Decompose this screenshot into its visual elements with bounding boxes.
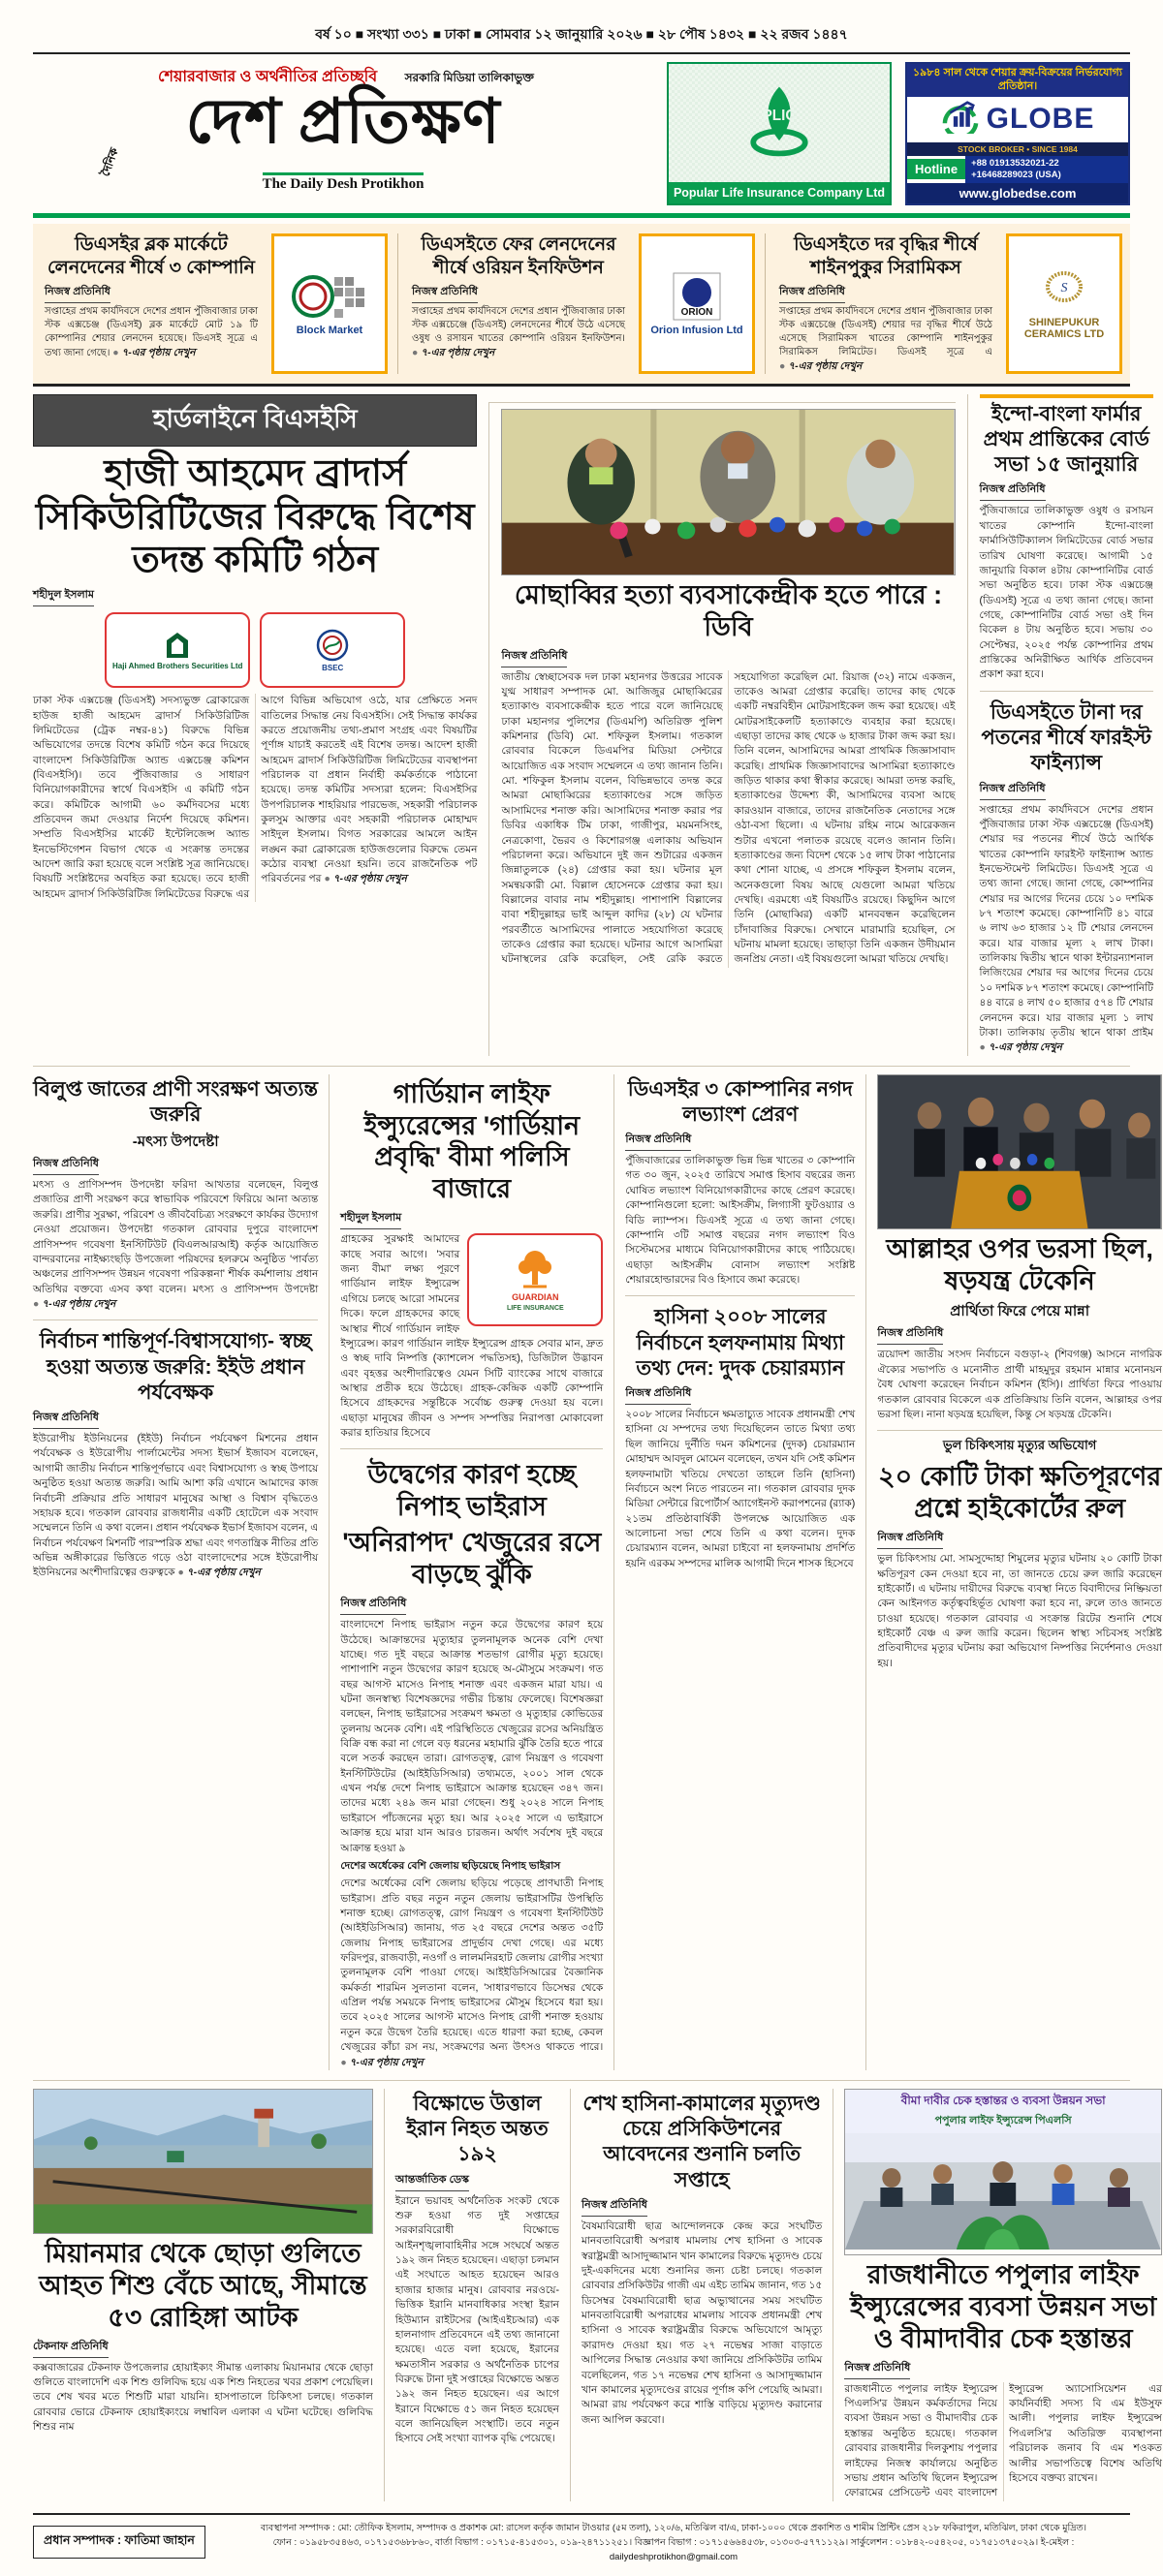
col-mid-2 (613, 1074, 855, 2070)
meeting-banner-line-2: পপুলার লাইফ ইন্স্যুরেন্স পিএলসি (934, 2114, 1072, 2126)
article-body: ভুল চিকিৎসায় মো. সামসুদ্দোহা শিমুলের মৃত্যুর ঘটনায় ২০ কোটি টাকা ক্ষতিপূরণ কেন দেওয়া হবে না, তা জানতে চেয়ে রুল জারি করেছেন হাইকোর্ট। এ ঘটনায় দায়ীদের বিরুদ্ধে ব্যবস্থা নিতে বিবাদীদের নিষ্ক্রিয়তা কেন আইনগত কর্তৃত্ববহির্ভূত ঘোষণা করা হবে না, রুলে তাও জানতে চাওয়া হয়েছে। গতকাল রোববার এ সংক্রান্ত রিটের শুনানি শেষে হাইকোর্ট বেঞ্চ এ রুল জারি করেন। ছিলেন স্বাস্থ্য সচিবসহ সংশ্লিষ্ট প্রতিবাদীদের মৃত্যুর ঘটনায় করা অভিযোগ নিষ্পত্তির নির্দেশনাও দেওয়া হয়। (877, 1553, 1162, 1669)
podium-press-photo (877, 1074, 1162, 1229)
article-manna[interactable] (877, 1233, 1162, 1423)
col-right (865, 1074, 1162, 2070)
article-guardian[interactable] (340, 1078, 603, 1442)
article-byline: নিজস্ব প্রতিনিধি (582, 2196, 647, 2217)
top-briefs-strip (33, 224, 1130, 387)
article-body: কক্সবাজারের টেকনাফ উপজেলার হোয়াইক্যং সীমান্ত এলাকায় মিয়ানমার থেকে ছোড়া গুলিতে বাংলাদেশি এক শিশু গুলিবিদ্ধ হয়ে এক শিশু নিহতের খবর প্রকাশ পেয়েছিল। তবে শেষ খবর মতে শিশুটি মারা যায়নি। হাসপাতালে চিকিৎসা চলছে। গতকাল রোববার ভোরে টেকনাফ হোয়াইক্যংয়ে লম্বাবিল এলাকা এ ঘটনা ঘটেছে। গুলিবিদ্ধ শিশুর নাম (33, 2361, 373, 2434)
article-byline: নিজস্ব প্রতিনিধি (33, 1409, 99, 1429)
brief-body: সপ্তাহের প্রথম কার্যদিবসে দেশের প্রধান পুঁজিবাজার ঢাকা স্টক এক্সচেঞ্জে (ডিএসই) লেনদেনের শীর্ষে উঠে এসেছে ওষুধ ও রসায়ন খাতের কোম্পানি ওরিয়ন ইনফিউশন। (412, 305, 625, 344)
page-jump-link[interactable]: ● ৭-এর পৃষ্ঠায় দেখুন (412, 347, 494, 358)
guardian-tree-icon (514, 1248, 556, 1290)
headline: মিয়ানমার থেকে ছোড়া গুলিতে আহত শিশু বেঁচে আছে, সীমান্তে ৫৩ রোহিঙ্গা আটক (39, 2238, 367, 2332)
article-body: মৎস্য ও প্রাণিসম্পদ উপদেষ্টা ফরিদা আখতার বলেছেন, বিলুপ্ত প্রজাতির প্রাণী সংরক্ষণ করে স্বাভাবিক পরিবেশে ফিরিয়ে আনা অত্যন্ত জরুরি। প্রাণীর সুরক্ষা, পরিবেশ ও জীববৈচিত্র্য সংরক্ষণে কার্যকর উদ্যোগ নেওয়া প্রয়োজন। উপদেষ্টা গতকাল রোববার দুপুরে বাংলাদেশ প্রাণিসম্পদ গবেষণা ইনস্টিটিউট (বিএলআরআই) কর্তৃক আয়োজিত বান্দরবানের নাইক্ষ্যংছড়ি উপজেলা পরিষদের হলরুমে অনুষ্ঠিত 'পার্বত্য অঞ্চলের প্রাণিসম্পদ উন্নয়ন গবেষণা পরিকল্পনা' শীর্ষক কর্মশালায় প্রধান অতিথির বক্তব্যে এসব কথা বলেন। মৎস্য ও প্রাণিসম্পদ উপদেষ্টা (33, 1179, 319, 1295)
brief-byline: নিজস্ব প্রতিনিধি (779, 283, 845, 303)
headline: বিলুপ্ত জাতের প্রাণী সংরক্ষণ অত্যন্ত জরুরি (33, 1077, 319, 1126)
article-kicker: ভুল চিকিৎসায় মৃত্যুর অভিযোগ (943, 1438, 1097, 1453)
bottom-section (33, 2080, 1162, 2501)
page-jump-link[interactable]: ● ৭-এর পৃষ্ঠায় দেখুন (33, 1298, 115, 1310)
headline: গার্ডিয়ান লাইফ ইন্স্যুরেন্সের 'গার্ডিয়ান প্রবৃদ্ধি' বীমা পলিসি বাজারে (363, 1078, 581, 1204)
article-haji-ahmed[interactable] (33, 394, 477, 1056)
article-byline: শহীদুল ইসলাম (33, 586, 94, 606)
globe-ad-tagline: ১৯৮৪ সাল থেকে শেয়ার ক্রয়-বিক্রয়ের নির্ভরযোগ্য প্রতিষ্ঠান। (907, 64, 1128, 97)
chief-editor: প্রধান সম্পাদক : ফাতিমা জাহান (33, 2526, 205, 2559)
globe-wordmark: GLOBE (986, 103, 1095, 135)
article-byline: নিজস্ব প্রতিনিধি (625, 1384, 691, 1405)
article-body: সপ্তাহের প্রথম কার্যদিবসে দেশের প্রধান পুঁজিবাজার ঢাকা স্টক এক্সচেঞ্জে (ডিএসই) শেয়ার দর পতনের শীর্ষে উঠে আর্থিক খাতের কোম্পানি ফারইস্ট ফাইন্যান্স অ্যান্ড ইনভেস্টমেন্ট লিমিটেড। ডিএসই সূত্রে এ তথ্য জানা গেছে। জানা গেছে, কোম্পানির শেয়ার দর আগের দিনের চেয়ে ১০ দশমিক ৮৭ শতাংশ কমেছে। কোম্পানিটি ৪১ বারে ৬ লাখ ৬৩ হাজার ১২ টি শেয়ার লেনদেন করে। যার বাজার মূল্য ২ লাখ টাকা। তালিকায় দ্বিতীয় স্থানে থাকা ইন্টারন্যাশনাল লিজিংয়ের শেয়ার দর আগের দিনের চেয়ে ১০ দশমিক ৮৭ শতাংশ কমেছে। কোম্পানিটি ৪৪ বারে ৪ লাখ ৫০ হাজার ৫৭৪ টি শেয়ার লেনদেন করে। যার বাজার মূল্য ১ লাখ টাকা। তালিকায় তৃতীয় স্থানে থাকা প্রাইম (979, 803, 1153, 1039)
headline: আল্লাহর ওপর ভরসা ছিল, ষড়যন্ত্র টেকেনি (886, 1233, 1153, 1295)
headline: ডিএসইর ৩ কোম্পানির নগদ লভ্যাংশ প্রেরণ (627, 1077, 853, 1126)
article-body: পুঁজিবাজারের তালিকাভুক্ত ভিন্ন ভিন্ন খাতের ৩ কোম্পানি গত ৩০ জুন, ২০২৫ তারিখে সমাপ্ত হিসাব বছরের জন্য ঘোষিত লভ্যাংশ বিনিয়োগকারীদের কাছে প্রেরণ করেছে। কোম্পানিগুলো হলো: আইসক্রীম, লিগ্যাসী ফুটওয়্যার ও বিডি ল্যাম্পস। ডিএসই সূত্রে এ তথ্য জানা গেছে। কোম্পানি ৩টি সমাপ্ত বছরের নগদ লভ্যাংশ বিও সিস্টেমসের মাধ্যমে বিনিয়োগকারীদের কাছে পাঠিয়েছে। এছাড়া আইসক্রীম বোনাস লভ্যাংশ সংশ্লিষ্ট শেয়ারহোল্ডারদের বিও হিসাবে জমা করেছে। (625, 1155, 856, 1286)
bsec-logo-box (260, 612, 405, 688)
brief-block-market[interactable] (41, 233, 262, 374)
paper-title: দেশ প্রতিক্ষণ (185, 87, 501, 156)
popular-life-ad[interactable] (667, 62, 892, 205)
headline: নির্বাচন শান্তিপূর্ণ-বিশ্বাসযোগ্য- স্বচ্ছ হওয়া অত্যন্ত জরুরি: ইইউ প্রধান পর্যবেক্ষক (39, 1330, 312, 1404)
article-byline: আন্তর্জাতিক ডেস্ক (395, 2171, 469, 2191)
imprint-line-2: ফোন : ০১৯৫৮৩৫৪৬৩, ০১৭১৫৩৬৮৮৬০, বার্তা বিভাগ : ০১৭১৫-৪১৫৩০১, ০১৯-২৪৭১১২৫১। বিজ্ঞাপন বিভাগ : ০১৭১৫৬৬৪৫৩৮, ০১৩০৩-৫৭৭১১২৯। সার্কুলেশন : ০১৮৪২-০৫৪২০৫, ০১৭৫১৩৭৫০২৯। ই-মেইল : dailydeshprotikhon@gmail.com (272, 2536, 1075, 2562)
kicker-banner: হার্ডলাইনে বিএসইসি (33, 394, 477, 447)
globe-chart-icon (941, 101, 980, 139)
headline: বিক্ষোভে উত্তাল ইরান নিহত অন্তত ১৯২ (406, 2092, 549, 2166)
article-myanmar[interactable] (33, 2089, 373, 2501)
article-byline: নিজস্ব প্রতিনিধি (340, 1595, 406, 1615)
article-bilupto[interactable] (33, 1077, 318, 1313)
masthead-rule (33, 213, 1130, 218)
globe-hotline-number-2: +16468289023 (USA) (971, 169, 1061, 180)
page-jump-link[interactable]: ● ৭-এর পৃষ্ঠায় দেখুন (980, 1041, 1062, 1053)
brief-body: সপ্তাহের প্রথম কার্যদিবসে দেশের প্রধান পুঁজিবাজার ঢাকা স্টক এক্সচেঞ্জে (ডিএসই) শেয়ার দর বৃদ্ধির শীর্ষে উঠে এসেছে সিরামিকস খাতের কোম্পানি শাইনপুকুর সিরামিকস লিমিটেড। ডিএসই সূত্রে এ (779, 305, 992, 357)
brief-image-caption: Block Market (296, 324, 363, 336)
article-body: পুঁজিবাজারে তালিকাভুক্ত ওষুধ ও রসায়ন খাতের কোম্পানি ইন্দো-বাংলা ফার্মাসিউটিক্যালস লিমিটেডের বোর্ড সভার তারিখ ঘোষণা করেছে। আগামী ১৫ জানুয়ারি বিকাল ৪টায় কোম্পানিটির বোর্ড সভা অনুষ্ঠিত হবে। ঢাকা স্টক এক্সচেঞ্জ (ডিএসই) সূত্রে এ তথ্য জানা গেছে। জানা গেছে, কোম্পানিটির বোর্ড সভা ওই দিন বিকেল ৪ টায় অনুষ্ঠিত হবে। সভায় ৩০ সেপ্টেম্বর, ২০২৫ পর্যন্ত কোম্পানির প্রথম প্রান্তিকের অনিরীক্ষিত আর্থিক প্রতিবেদন প্রকাশ করা হবে। (979, 505, 1153, 681)
article-hasina-2008[interactable] (625, 1295, 855, 1571)
headline-attribution: -মৎস্য উপদেষ্টা (132, 1133, 219, 1151)
col-mid-1 (329, 1074, 603, 2070)
svg-text:ORION: ORION (680, 306, 713, 318)
article-body: দেশের অর্ধেকের বেশি জেলায় ছড়িয়ে পড়েছে প্রাণঘাতী নিপাহ ভাইরাস। প্রতি বছর নতুন নতুন জেলায় ভাইরাসটির উপস্থিতি শনাক্ত হচ্ছে। রোগতত্ত্ব, রোগ নিয়ন্ত্রণ ও গবেষণা ইনস্টিটিউট (আইইডিসিআর) জানায়, গত ২৫ বছরে দেশের অন্তত ৩৫টি জেলায় নিপাহ ভাইরাসের প্রাদুর্ভাব দেখা গেছে। এর মধ্যে ফরিদপুর, রাজবাড়ী, নওগাঁ ও লালমনিরহাট জেলায় রোগীর সংখ্যা তুলনামূলক বেশি পাওয়া গেছে। আইইডিসিআরের বৈজ্ঞানিক কর্মকর্তা শারমিন সুলতানা বলেন, 'সাধারণভাবে ডিসেম্বর থেকে এপ্রিল পর্যন্ত সময়কে নিপাহ ভাইরাসের মৌসুম হিসেবে ধরা হয়। তবে ২০২৫ সালের আগস্ট মাসেও নিপাহ রোগী শনাক্ত হওয়ায় নতুন করে উদ্বেগ তৈরি হয়েছে। এতে ধারণা করা হচ্ছে, কেবল খেজুরের কাঁচা রস নয়, সংক্রমণের অন্য উৎসও থাকতে পারে। (340, 1878, 604, 2054)
page-jump-link[interactable]: ● ৭-এর পৃষ্ঠায় দেখুন (177, 1567, 260, 1578)
article-mossabbir[interactable] (488, 402, 955, 1056)
brief-title: ডিএসইতে ফের লেনদেনের শীর্ষে ওরিয়ন ইনফিউশন (421, 234, 616, 278)
brief-title: ডিএসইতে দর বৃদ্ধির শীর্ষে শাইনপুকুর সিরামিকস (794, 234, 978, 278)
brief-byline: নিজস্ব প্রতিনিধি (45, 283, 110, 303)
brand-listed-note: সরকারি মিডিয়া তালিকাভুক্ত (404, 71, 534, 84)
article-iran[interactable] (384, 2089, 559, 2501)
article-body: বৈষম্যবিরোধী ছাত্র আন্দোলনকে কেন্দ্র করে সংঘটিত মানবতাবিরোধী অপরাধ মামলায় শেখ হাসিনা ও সাবেক স্বরাষ্ট্রমন্ত্রী আসাদুজ্জামান খান কামালের বিরুদ্ধে মৃত্যুদণ্ড চেয়ে দুই-একদিনের মধ্যে শুনানির জন্য চেষ্টা চলছে। গতকাল রোববার প্রসিকিউটর গাজী এম এইচ তামিম জানান, গত ১৫ ডিসেম্বর বৈষম্যবিরোধী ছাত্র অভ্যুত্থানের সময় সংঘটিত মানবতাবিরোধী অপরাধের মামলায় সাবেক প্রধানমন্ত্রী শেখ হাসিনা ও সাবেক স্বরাষ্ট্রমন্ত্রীর বিরুদ্ধে অভিযোগে আমৃত্যু কারাদণ্ড দেওয়া হয়। গত ২৭ নভেম্বর সাজা বাড়াতে আপিলের সিদ্ধান্ত নেওয়ার কথা জানিয়ে প্রসিকিউটর তামিম বলেছিলেন, গত ১৭ নভেম্বর শেখ হাসিনা ও আসাদুজ্জামান খান কামালের মৃত্যুদণ্ডের রায়ের পূর্ণাঙ্গ কপি পেয়েছি আমরা। আমরা রায় পর্যবেক্ষণ করে শাস্তি বাড়িয়ে মৃত্যুদণ্ড করানোর জন্য আপিল করবো। (582, 2219, 823, 2426)
globe-hotline-label: Hotline (907, 159, 965, 179)
brand-tagline: শেয়ারবাজার ও অর্থনীতির প্রতিচ্ছবি (158, 69, 378, 85)
paper-daily-label: দৈনিক (98, 145, 121, 179)
article-byline: নিজস্ব প্রতিনিধি (625, 1131, 691, 1151)
article-hasina-kamal[interactable] (570, 2089, 822, 2501)
article-body: গ্রাহকের সুরক্ষাই আমাদের কাছে সবার আগে। 'সবার জন্য বীমা' লক্ষ্য পূরণে গার্ডিয়ান লাইফ ইন্স্যুরেন্স এগিয়ে চলছে আরো সামনের দিকে। ফলে গ্রাহকদের কাছে আস্থার শীর্ষে গার্ডিয়ান লাইফ ইন্স্যুরেন্স। কারণ গার্ডিয়ান লাইফ ইন্স্যুরেন্স গ্রাহক সেবার মান, দ্রুত ও স্বচ্ছ দাবি নিষ্পত্তি (ক্যাশলেস পদ্ধতিসহ), ডিজিটাল উদ্ভাবন এবং বৃহত্তর অংশীদারিত্বেও যেমন সিটি ব্যাংকের সাথে বাজারে আস্থার প্রতীক হয়ে উঠেছে। গ্রাহক-কেন্দ্রিক একটি কোম্পানি হিসেবে গ্রাহকদের সন্তুষ্টিকে সর্বোচ্চ গুরুত্ব দেওয়া হয় বলে। এছাড়া মানুষের জীবন ও সম্পদ সম্পত্তির নিরাপত্তা মোকাবেলা করার হাতিয়ার হিসেবে (340, 1233, 604, 1440)
border-field-photo (33, 2089, 373, 2234)
lead-headline: হাজী আহমেদ ব্রাদার্স সিকিউরিটিজের বিরুদ্ধে বিশেষ তদন্ত কমিটি গঠন (35, 452, 475, 581)
article-body: রাজধানীতে পপুলার লাইফ ইন্স্যুরেন্স পিএলসি'র উন্নয়ন কর্মকর্তাদের নিয়ে ব্যবসা উন্নয়ন সভা ও বীমাদাবীর চেক হস্তান্তর অনুষ্ঠিত হয়েছে। গতকাল রোববার রাজধানীর দিলকুশায় পপুলার লাইফের নিজস্ব কার্যালয়ে অনুষ্ঠিত সভায় প্রধান অতিথি ছিলেন ইন্স্যুরেন্স ফোরামের প্রেসিডেন্ট এবং বাংলাদেশ ইন্স্যুরেন্স অ্যাসোসিয়েশন এর কার্যনির্বাহী সদস্য বি এম ইউসুফ আলী। পপুলার লাইফ ইন্স্যুরেন্স পিএলসি'র অতিরিক্ত ব্যবস্থাপনা পরিচালক জনাব বি এম শওকত আলীর সভাপতিত্বে বিশেষ অতিথি হিসেবে বক্তব্য রাখেন। (844, 2382, 1162, 2499)
popular-life-logo-icon (738, 79, 821, 168)
article-byline: নিজস্ব প্রতিনিধি (844, 2359, 910, 2379)
headline: রাজধানীতে পপুলার লাইফ ইন্স্যুরেন্সের ব্যবসা উন্নয়ন সভা ও বীমাদাবীর চেক হস্তান্তর (850, 2259, 1157, 2353)
headline: হাসিনা ২০০৮ সালের নির্বাচনে হলফনামায় মিথ্যা তথ্য দেন: দুদক চেয়ারম্যান (636, 1306, 845, 1380)
right-rail (967, 394, 1153, 1056)
article-byline: নিজস্ব প্রতিনিধি (877, 1324, 943, 1345)
article-popular-life[interactable] (833, 2089, 1162, 2501)
dateline: বর্ষ ১০ ■ সংখ্যা ৩৩১ ■ ঢাকা ■ সোমবার ১২ জানুয়ারি ২০২৬ ■ ২৮ পৌষ ১৪৩২ ■ ২২ রজব ১৪৪৭ (33, 10, 1130, 54)
orion-logo-icon (666, 271, 728, 322)
article-body: ইরানে ভয়াবহ অর্থনৈতিক সংকট থেকে শুরু হওয়া গত দুই সপ্তাহের সরকারবিরোধী বিক্ষোভে আইনশৃঙ্খলাবাহিনীর সঙ্গে সংঘর্ষে অন্তত ১৯২ জন নিহত হয়েছেন। এছাড়া চলমান এই সংঘাতে আহত হয়েছেন আরও হাজার হাজার মানুষ। রোববার নরওয়ে-ভিত্তিক ইরানি মানবাধিকার সংস্থা ইরান হিউম্যান রাইটসের (আইএইচআর) এক হালনাগাদ প্রতিবেদনে এই তথ্য জানানো হয়েছে। এতে বলা হয়েছে, ইরানের ক্ষমতাসীন সরকার ও অর্থনৈতিক চাপের বিরুদ্ধে টানা দুই সপ্তাহের বিক্ষোভে অন্তত ১৯২ জন নিহত হয়েছেন। এর আগে ইরানে বিক্ষোভে ৫১ জন নিহত হয়েছেন বলে জানিয়েছিল সংস্থাটি। তবে নতুন হিসাবে সেই সংখ্যা ব্যাপক বৃদ্ধি পেয়েছে। (394, 2194, 560, 2445)
haji-ahmed-logo-icon (163, 631, 192, 660)
headline-line-2: 'অনিরাপদ' খেজুরের রসে বাড়ছে ঝুঁকি (342, 1528, 602, 1590)
page-jump-link[interactable]: ● ৭-এর পৃষ্ঠায় দেখুন (779, 360, 862, 372)
meeting-banner-line-1: বীমা দাবীর চেক হস্তান্তর ও ব্যবসা উন্নয়ন সভা (900, 2093, 1106, 2107)
business-meeting-photo (845, 2133, 1161, 2250)
masthead (33, 54, 1130, 209)
globe-hotline-number-1: +88 01913532021-22 (971, 157, 1059, 169)
article-indo-bangla[interactable] (980, 402, 1153, 683)
article-dse-dividend[interactable] (625, 1077, 855, 1288)
haji-ahmed-logo-box (105, 612, 250, 688)
brief-orion[interactable] (408, 233, 629, 374)
logo-caption: Haji Ahmed Brothers Securities Ltd (112, 661, 243, 670)
headline: ২০ কোটি টাকা ক্ষতিপূরণের প্রশ্নে হাইকোর্টের রুল (878, 1462, 1162, 1524)
page-jump-link[interactable]: ● ৭-এর পৃষ্ঠায় দেখুন (112, 347, 195, 358)
dse-block-market-image (271, 233, 388, 374)
article-fareast[interactable] (980, 691, 1153, 1056)
imprint-line-1: ব্যবস্থাপনা সম্পাদক : মো: তৌফিক ইসলাম, সম্পাদক ও প্রকাশক মো: রাসেল কর্তৃক জামান টাওয়ার (৫ম তলা), ১২০/৬, মতিঝিল বা/এ, ঢাকা-১০০০ থেকে প্রকাশিত ও শামীম প্রিন্টিং প্রেস ২১৮ ফকিরাপুল, মতিঝিল, ঢাকা থেকে মুদ্রিত। (260, 2522, 1087, 2533)
col-left (33, 1074, 318, 2070)
headline-line-1: উদ্বেগের কারণ হচ্ছে নিপাহ ভাইরাস (367, 1460, 577, 1522)
article-byline: নিজস্ব প্রতিনিধি (980, 780, 1046, 800)
article-byline: শহীদুল ইসলাম (340, 1209, 401, 1229)
bsec-seal-icon (316, 629, 349, 662)
page-jump-link[interactable]: ● ৭-এর পৃষ্ঠায় দেখুন (324, 873, 406, 885)
article-high-court[interactable] (877, 1430, 1162, 1671)
article-subhead: দেশের অর্ধেকের বেশি জেলায় ছড়িয়েছে নিপাহ ভাইরাস (340, 1859, 561, 1872)
headline: শেখ হাসিনা-কামালের মৃত্যুদণ্ড চেয়ে প্রসিকিউশনের আবেদনের শুনানি চলতি সপ্তাহে (582, 2092, 821, 2191)
dse-logo-icon (292, 271, 367, 322)
logo-caption: GUARDIAN (512, 1292, 559, 1303)
guardian-logo-box (467, 1233, 603, 1326)
page-jump-link[interactable]: ● ৭-এর পৃষ্ঠায় দেখুন (340, 2057, 423, 2068)
article-byline: নিজস্ব প্রতিনিধি (501, 647, 567, 667)
paper-subtitle: The Daily Desh Protikhon (263, 172, 424, 193)
article-body: ইউরোপীয় ইউনিয়নের (ইইউ) নির্বাচন পর্যবেক্ষণ মিশনের প্রধান পর্যবেক্ষক ও ইউরোপীয় পার্লামেন্টের সদস্য ইভার্স ইজাবস বলেছেন, আগামী জাতীয় নির্বাচন শান্তিপূর্ণভাবে এবং বিশ্বাসযোগ্য ও স্বচ্ছ উপায়ে অনুষ্ঠিত হওয়া অত্যন্ত জরুরি। আমি আশা করি এখানে আমাদের কাজ নির্বাচনী প্রক্রিয়ার প্রতি সাধারণ মানুষের আস্থা ও বিশ্বাস বৃদ্ধিতেও সহায়ক হবে। গতকাল রোববার রাজধানীর একটি হোটেলে এক সংবাদ সম্মেলনে তিনি এ কথা বলেন। প্রধান পর্যবেক্ষক ইভার্স ইজাবস বলেন, এ নির্বাচন পর্যবেক্ষণ মিশনটি পারস্পরিক শ্রদ্ধা এবং গণতান্ত্রিক নীতির প্রতি অভিন্ন অঙ্গীকারের ভিত্তিতে গড়ে ওঠা বাংলাদেশের সঙ্গে ইউরোপীয় ইউনিয়নের অংশীদারিত্বের গুরুত্বকে (33, 1433, 319, 1579)
headline: মোছাব্বির হত্যা ব্যবসাকেন্দ্রীক হতে পারে : ডিবি (514, 579, 943, 641)
article-body: বাংলাদেশে নিপাহ ভাইরাস নতুন করে উদ্বেগের কারণ হয়ে উঠেছে। আক্রান্তদের মৃত্যুহার তুলনামূলক অনেক বেশি দেখা যাচ্ছে। গত দুই বছরে আক্রান্ত শতভাগ রোগীর মৃত্যু হয়েছে। পাশাপাশি নতুন উদ্বেগের কারণ হয়েছে অ-মৌসুমে সংক্রমণ। গত বছর আগস্ট মাসেও নিপাহ শনাক্ত এবং একজন মারা যায়। এ ঘটনা জনস্বাস্থ্য বিশেষজ্ঞদের গভীর চিন্তায় ফেলেছে। বিশেষজ্ঞরা বলছেন, নিপাহ ভাইরাসের সংক্রমণ ক্ষমতা ও মৃত্যুহার কোভিডের তুলনায় অনেক বেশি। এই পরিস্থিতিতে খেজুরের রসের অনিয়ন্ত্রিত বিক্রি বন্ধ করা না গেলে বড় ধরনের মহামারি ঝুঁকি তৈরি হতে পারে বলে সতর্ক করছেন তারা। রোগতত্ত্ব, রোগ নিয়ন্ত্রণ ও গবেষণা ইনস্টিটিউটের (আইইডিসিআর) তথ্যমতে, ২০০১ সাল থেকে এখন পর্যন্ত দেশে নিপাহ ভাইরাসে আক্রান্ত হয়েছেন ৩৪৭ জন। তাদের মধ্যে ২৪৯ জন মারা গেছেন। শুধু ২০২৪ সালে নিপাহ ভাইরাসে পাঁচজনের মৃত্যু হয়। আর ২০২৫ সালে এ ভাইরাসে আক্রান্ত হয়ে মারা যান আরও চারজন। অর্থাৎ সর্বশেষ দুই বছরে আক্রান্ত হওয়া ৯ (340, 1619, 604, 1854)
article-byline: নিজস্ব প্রতিনিধি (877, 1529, 943, 1549)
lead-section (33, 387, 1153, 1056)
logo-caption: LIFE INSURANCE (506, 1304, 564, 1312)
brief-body: সপ্তাহের প্রথম কার্যদিবসে দেশের প্রধান পুঁজিবাজার ঢাকা স্টক এক্সচেঞ্জ (ডিএসই) ব্লক মার্কেটে মোট ১৯ টি কোম্পানির শেয়ার লেনদেন হয়েছে। ডিএসই সূত্রে এ তথ্য জানা গেছে। (45, 305, 258, 358)
brief-byline: নিজস্ব প্রতিনিধি (412, 283, 478, 303)
article-eu-observer[interactable] (33, 1319, 318, 1580)
imprint-footer (33, 2513, 1130, 2569)
article-body: জাতীয় স্বেচ্ছাসেবক দল ঢাকা মহানগর উত্তরের সাবেক যুগ্ম সাধারণ সম্পাদক মো. আজিজুর মোছাব্বিরের হত্যাকাণ্ড ব্যবসাকেন্দ্রীক হতে পারে বলে জানিয়েছে ঢাকা মহানগর পুলিশের (ডিএমপি) অতিরিক্ত পুলিশ কমিশনার (ডিবি) মো. শফিকুল ইসলাম। গতকাল রোববার বিকেলে ডিএমপির মিডিয়া সেন্টারে আয়োজিত এক সংবাদ সম্মেলনে এ তথ্য জানান তিনি। মো. শফিকুল ইসলাম বলেন, বিভিন্নভাবে তদন্ত করে আমরা মোছাব্বিরের হত্যাকাণ্ডের সঙ্গে জড়িত আসামিদের শনাক্ত করি। আসামিদের শনাক্ত করার পর ডিবির একাধিক টিম ঢাকা, গাজীপুর, ময়মনসিংহ, নেত্রকোণা, ভৈরব ও কিশোরগঞ্জ এলাকায় অভিযান পরিচালনা করে। অভিযানে দুই জন শুটারের একজন জিন্নাতুলকে (২৪) গ্রেপ্তার করা হয়। ঘটনার মূল সমন্বয়কারী মো. বিল্লাল হোসেনকে গ্রেপ্তার করা হয়। বিল্লালের বাবার নাম শহীদুল্লাহ। পাশাপাশি বিল্লালের বাবা শহীদুল্লাহর ভাই আব্দুল কাদির (২৮) যে ঘটনার পরবর্তীতে আসামিদের পালাতে সহযোগিতা করেছে তাকেও গ্রেপ্তার করা হয়েছে। ঘটনার আগে আসামিরা ঘটনাস্থলের রেকি করেছিল, সেই রেকি করতে সহযোগিতা করেছিল মো. রিয়াজ (৩২) নামে একজন, তাকেও আমরা গ্রেপ্তার করেছি। তাদের কাছ থেকে একটি নম্বরবিহীন মোটরসাইকেল জব্দ করা হয়েছে। এই মোটরসাইকেলটি হত্যাকাণ্ডে ব্যবহার করা হয়েছে। এছাড়া তাদের কাছ থেকে ৬ হাজার টাকা জব্দ করা হয়। তিনি বলেন, আসামিদের আমরা প্রাথমিক জিজ্ঞাসাবাদ করেছি। প্রাথমিক জিজ্ঞাসাবাদের আসামিরা হত্যাকাণ্ডে জড়িত থাকার কথা স্বীকার করেছে। আমরা তদন্ত করছি, হত্যাকাণ্ডের উদ্দেশ্য কী, আসামিদের ব্যবসা আছে কারওয়ান বাজারে, তাদের রাজনৈতিক নেতাদের সঙ্গে ওঠা-বসা ছিলো। এ ঘটনায় রহিম নামে আরেকজন শুটার এখনো পলাতক রয়েছে বলেও জানান তিনি। হত্যাকাণ্ডের জন্য বিদেশ থেকে ১৫ লাখ টাকা পাঠানোর কথা শোনা যাচ্ছে, এ প্রসঙ্গে শফিকুল ইসলাম বলেন, অনেকগুলো বিষয় আছে যেগুলো আমরা খতিয়ে দেখছি। এরমধ্যে এই বিষয়টিও রয়েছে। কিছুদিন আগে তিনি (মোছাব্বির) একটি মানববন্ধন করেছিলেন চাঁদাবাজির বিরুদ্ধে। সেখানে মারামারি হয়েছিল, সে ঘটনায় মামলা হয়েছে। তাছাড়া তিনি একজন উদীয়মান জনপ্রিয় নেতা। এই বিষয়গুলো আমরা খতিয়ে দেখছি। (501, 670, 956, 966)
brief-title: ডিএসইর ব্লক মার্কেটে লেনদেনের শীর্ষে ৩ কোম্পানি (47, 234, 256, 278)
shinepukur-logo-image (1006, 233, 1122, 374)
article-byline: নিজস্ব প্রতিনিধি (33, 1155, 99, 1175)
popular-life-ad-name: Popular Life Insurance Company Ltd (669, 182, 890, 203)
middle-section (33, 1066, 1162, 2070)
headline: ডিএসইতে টানা দর পতনের শীর্ষে ফারইস্ট ফাইন্যান্স (981, 700, 1152, 775)
brand-block (33, 62, 653, 205)
article-body: ঢাকা স্টক এক্সচেঞ্জ (ডিএসই) সদস্যভুক্ত ব্রোকারেজ হাউজ হাজী আহমেদ ব্রাদার্স সিকিউরিটিজ লিমিটেডের (ট্রেক নম্বর-৪১) বিরুদ্ধে বিভিন্ন অভিযোগের তদন্তে বিশেষ কমিটি গঠন করে দিয়েছে বাংলাদেশ সিকিউরিটিজ অ্যান্ড এক্সচেঞ্জ কমিশন (বিএসইসি)। তবে পুঁজিবাজার ও সাধারণ বিনিয়োগকারীদের স্বার্থে বিএসইসি এ কমিটি গঠন করে। কমিটিকে আগামী ৬০ কর্মদিবসের মধ্যে প্রতিবেদন জমা দেওয়ার নির্দেশ দিয়েছে কমিশন। সম্প্রতি বিএসইসির মার্কেট ইন্টেলিজেন্স অ্যান্ড ইনভেস্টিগেশন বিভাগ থেকে এ সংক্রান্ত তদন্তের আদেশ জারি করা হয়েছে বলে সংশ্লিষ্ট সূত্র জানিয়েছে। বিষয়টি সংশ্লিষ্টদের অবহিত করা হয়েছে। তবে হাজী আহমেদ ব্রাদার্স সিকিউরিটিজ লিমিটেডের বিরুদ্ধে এর আগে বিভিন্ন অভিযোগ ওঠে, যার প্রেক্ষিতে সনদ বাতিলের সিদ্ধান্ত নেয় বিএসইসি। সেই সিদ্ধান্ত কার্যকর করতে প্রয়োজনীয় তথ্য-প্রমাণ সংগ্রহ এবং বিষয়টির পূর্ণাঙ্গ যাচাই করতেই এই বিশেষ তদন্ত। আদেশ হাজী আহমেদ ব্রাদার্স সিকিউরিটিজ লিমিটেডের ব্যবস্থাপনা পরিচালক বা প্রধান নির্বাহী কর্মকর্তাকে পাঠানো হয়েছে। তদন্ত কমিটির সদস্যরা হলেন: বিএসইসির উপপরিচালক শাহরিয়ার পারভেজ, সহকারী পরিচালক কুলসুম আক্তার এবং সহকারী পরিচালক মোহাম্মদ সাইদুল ইসলাম। বিগত সরকারের আমলে আইন লঙ্ঘন করা ব্রোকারেজ হাউজগুলোর বিরুদ্ধে তেমন কঠোর ব্যবস্থা নেওয়া হয়নি। তবে রাজনৈতিক পট পরিবর্তনের পর (33, 695, 478, 900)
press-conference-photo (501, 409, 955, 575)
article-nipah[interactable] (340, 1448, 603, 2070)
article-byline: নিজস্ব প্রতিনিধি (980, 481, 1046, 501)
article-byline: টেকনাফ প্রতিনিধি (33, 2338, 109, 2358)
globe-ad[interactable] (905, 62, 1130, 205)
shinepukur-logo-icon (1035, 267, 1093, 314)
article-body: ত্রয়োদশ জাতীয় সংসদ নির্বাচনে বগুড়া-২ (শিবগঞ্জ) আসনে নাগরিক ঐক্যের সভাপতি ও মনোনীত প্রার্থী মাহমুদুর রহমান মান্নার মনোনয়ন বৈধ ঘোষণা করেছেন নির্বাচন কমিশন (ইসি)। প্রার্থিতা ফিরে পাওয়ায় গতকাল রোববার বিকেলে এক প্রতিক্রিয়ায় তিনি বলেন, আল্লাহর ওপর ভরসা ছিল। নানা ষড়যন্ত্র হয়েছিল, কিন্তু সে ষড়যন্ত্র টেকেনি। (877, 1349, 1162, 1420)
article-body: ২০০৮ সালের নির্বাচনে ক্ষমতাচ্যুত সাবেক প্রধানমন্ত্রী শেখ হাসিনা যে সম্পদের তথ্য দিয়েছিলেন তাতে মিথ্যা তথ্য ছিল জানিয়ে দুর্নীতি দমন কমিশনের (দুদক) চেয়ারম্যান মোহাম্মদ আবদুল মোমেন বলেছেন, তখন যদি সেই কমিশন হলফনামাটা খতিয়ে দেখতো তাহলে তিনি (হাসিনা) নির্বাচনে অংশ নিতে পারতেন না। গতকাল রোববার দুদক মিডিয়া সেন্টারে রিপোর্টার্স অ্যাগেইনস্ট করাপশনের (র‍্যাক) ২১তম প্রতিষ্ঠাবার্ষিকী উপলক্ষে আয়োজিত এক আলোচনা সভা শেষে তিনি এ কথা বলেন। দুদক চেয়ারম্যান বলেন, আমরা চাইবো না হলফনামায় প্রদর্শিত হয়নি এরকম সম্পদের মালিক আগামী দিনে শাসক হিসেবে (625, 1409, 856, 1569)
brief-image-caption: SHINEPUKUR CERAMICS LTD (1023, 316, 1105, 340)
headline: ইন্দো-বাংলা ফার্মার প্রথম প্রান্তিকের বোর্ড সভা ১৫ জানুয়ারি (983, 402, 1149, 477)
orion-logo-image (639, 233, 755, 374)
globe-website[interactable]: www.globedse.com (907, 183, 1128, 203)
svg-text:PLIC: PLIC (762, 107, 797, 124)
globe-ad-subtitle: STOCK BROKER • SINCE 1984 (907, 142, 1128, 156)
brief-image-caption: Orion Infusion Ltd (650, 324, 743, 336)
brief-shinepukur[interactable] (775, 233, 996, 374)
svg-text:S: S (1060, 280, 1068, 295)
logo-caption: BSEC (322, 663, 344, 672)
headline-subtitle: প্রার্থিতা ফিরে পেয়ে মান্না (950, 1303, 1090, 1320)
